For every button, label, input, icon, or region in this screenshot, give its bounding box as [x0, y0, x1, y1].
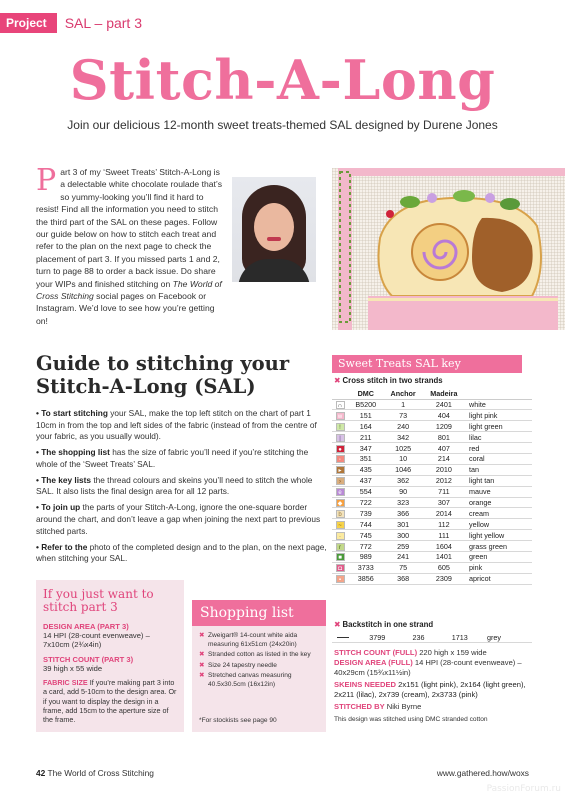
- key-row: [332, 486, 532, 497]
- skeins-label: SKEINS NEEDED: [334, 680, 397, 689]
- key-anchor: 75: [384, 562, 423, 573]
- stitched-by-label: STITCHED BY: [334, 702, 385, 711]
- key-colour-name: orange: [465, 497, 532, 508]
- key-dmc: 3799: [354, 632, 400, 643]
- key-madeira: 111: [423, 530, 465, 541]
- key-colour-name: pink: [465, 562, 532, 573]
- intro-body-end: social pages on Facebook or Instagram. We’d love to see how you’re getting on!: [36, 291, 215, 326]
- shopping-item: [199, 672, 323, 689]
- cross-stitch-heading-text: Cross stitch in two strands: [342, 376, 443, 385]
- intro-text: [36, 163, 226, 327]
- key-row: [332, 399, 532, 410]
- cross-stitch-key-table: [332, 388, 532, 585]
- key-symbol-swatch: b: [336, 510, 345, 518]
- key-colour-name: white: [465, 399, 532, 410]
- key-anchor: 10: [384, 453, 423, 464]
- key-colour-name: light green: [465, 421, 532, 432]
- key-madeira: 2012: [423, 475, 465, 486]
- shopping-item-text: Size 24 tapestry needle: [208, 661, 277, 669]
- cross-icon: ✖: [199, 672, 205, 680]
- key-dmc: 744: [348, 519, 384, 530]
- guide-item-lead: • To start stitching: [36, 408, 108, 418]
- key-symbol: [332, 486, 348, 497]
- key-heading: Sweet Treats SAL key: [332, 355, 522, 373]
- key-colour-name: light yellow: [465, 530, 532, 541]
- skeins-value: 2x151 (light pink), 2x164 (light green), 2x211 (lilac), 2x739 (cream), 2x3733 (pink): [334, 680, 526, 699]
- key-symbol: [332, 562, 348, 573]
- key-symbol-swatch: ▸: [336, 466, 345, 474]
- key-madeira: 2309: [423, 573, 465, 584]
- key-colour-name: light pink: [465, 410, 532, 421]
- design-area-full-value: 14 HPI (28-count evenweave) – 40x29cm (15¾x11½in): [334, 658, 522, 677]
- guide-item-text: your SAL, make the top left stitch on the chart of part 1 10cm in from the top and left sides of the fabric (instead of from the centre of your fabric, as you usually would).: [36, 408, 317, 442]
- page-footer: [36, 768, 154, 778]
- key-anchor: 90: [384, 486, 423, 497]
- key-col-dmc: DMC: [348, 388, 384, 399]
- key-symbol-swatch: e: [336, 488, 345, 496]
- key-colour-name: green: [465, 551, 532, 562]
- stitch-count-full: [334, 648, 534, 658]
- key-row: [332, 432, 532, 443]
- key-madeira: 307: [423, 497, 465, 508]
- footer-url[interactable]: www.gathered.how/woxs: [436, 768, 529, 778]
- guide-item-lead: • The key lists: [36, 474, 92, 485]
- key-madeira: 214: [423, 453, 465, 464]
- key-dmc: 722: [348, 497, 384, 508]
- key-colour-name: grass green: [465, 541, 532, 552]
- key-madeira: 1401: [423, 551, 465, 562]
- stitched-by: [334, 702, 534, 712]
- key-anchor: 362: [384, 475, 423, 486]
- key-dmc: 211: [348, 432, 384, 443]
- key-row: [332, 508, 532, 519]
- key-symbol: [332, 530, 348, 541]
- key-symbol-swatch: ·: [336, 532, 345, 540]
- key-dmc: 739: [348, 508, 384, 519]
- key-symbol-swatch: w: [336, 412, 345, 420]
- key-symbol: [332, 432, 348, 443]
- key-symbol-swatch: r: [336, 543, 345, 551]
- guide-item: [36, 475, 328, 498]
- key-colour-name: lilac: [465, 432, 532, 443]
- key-dmc: 3733: [348, 562, 384, 573]
- cross-icon: ✖: [334, 376, 341, 385]
- key-madeira: 1713: [437, 632, 483, 643]
- key-dmc: 989: [348, 551, 384, 562]
- backstitch-line-icon: [337, 637, 349, 638]
- key-anchor: 366: [384, 508, 423, 519]
- part3-stitch-count-label: STITCH COUNT (PART 3): [43, 654, 134, 664]
- part3-design-area-value: 14 HPI (28-count evenweave) – 7x10cm (2¾x4in): [43, 631, 150, 650]
- key-col-madeira: Madeira: [423, 388, 465, 399]
- magazine-name: The World of Cross Stitching: [47, 768, 154, 778]
- key-anchor: 1046: [384, 464, 423, 475]
- backstitch-heading-text: Backstitch in one strand: [342, 620, 434, 629]
- cross-icon: ✖: [199, 661, 205, 669]
- key-symbol: [332, 399, 348, 410]
- key-madeira: 112: [423, 519, 465, 530]
- key-symbol-swatch: ◆: [336, 499, 345, 507]
- guide-item-text: the thread colours and skeins you’ll need to stitch the whole SAL. It also lists the final design area for all 12 parts.: [36, 474, 313, 497]
- leaf-icon: [400, 196, 420, 208]
- guide-item-text: has the size of fabric you’ll need if you’re stitching the whole of the ‘Sweet Treats’ SAL.: [36, 447, 309, 469]
- guide-item-lead: • The shopping list: [36, 447, 110, 458]
- key-symbol-swatch: |: [336, 434, 345, 442]
- key-dmc: 435: [348, 464, 384, 475]
- flower-icon: [427, 193, 437, 203]
- guide-item-lead: • To join up: [36, 502, 81, 513]
- key-row: [332, 530, 532, 541]
- pink-border-top: [352, 168, 565, 176]
- shopping-item-text: Stranded cotton as listed in the key: [208, 651, 311, 659]
- skeins-needed: [334, 680, 534, 699]
- key-anchor: 236: [400, 632, 436, 643]
- key-symbol-swatch: ◦: [336, 455, 345, 463]
- key-col-anchor: Anchor: [384, 388, 423, 399]
- backstitch-heading: [334, 620, 433, 629]
- key-colour-name: cream: [465, 508, 532, 519]
- pink-plate: [368, 296, 558, 330]
- backstitch-body: [332, 632, 532, 643]
- page-subtitle: Join our delicious 12-month sweet treats-themed SAL designed by Durene Jones: [67, 118, 498, 132]
- key-row: [332, 421, 532, 432]
- plate-edge: [368, 298, 558, 301]
- key-row: [332, 475, 532, 486]
- cross-stitch-heading: [334, 376, 443, 385]
- designer-portrait: [232, 177, 316, 282]
- section-title: SAL – part 3: [64, 15, 142, 31]
- key-colour-name: mauve: [465, 486, 532, 497]
- key-symbol: [332, 508, 348, 519]
- key-dmc: 3856: [348, 573, 384, 584]
- key-symbol-swatch: ●: [336, 445, 345, 453]
- key-madeira: 605: [423, 562, 465, 573]
- shopping-list-heading: Shopping list: [192, 600, 326, 626]
- key-symbol-swatch: ›: [336, 477, 345, 485]
- key-row: [332, 541, 532, 552]
- backstitch-row: [332, 632, 532, 643]
- cross-icon: ✖: [199, 651, 205, 659]
- key-symbol: [332, 551, 348, 562]
- guide-item-text: the parts of your Stitch-A-Long, ignore the one-square border around the chart, and don’t leave a gap when joining the next part to previous stitched parts.: [36, 502, 321, 536]
- key-row: [332, 573, 532, 584]
- key-row: [332, 410, 532, 421]
- part3-heading: If you just want to stitch part 3: [43, 587, 154, 614]
- key-madeira: 2014: [423, 508, 465, 519]
- key-row: [332, 519, 532, 530]
- key-dmc: 351: [348, 453, 384, 464]
- stitched-roulade-photo: [332, 168, 565, 330]
- guide-item-text: photo of the completed design and to the plan, on the next page, when stitching your SAL.: [36, 541, 327, 564]
- stitched-by-value: Niki Byrne: [384, 702, 422, 711]
- part3-stitch-count-value: 39 high x 55 wide: [43, 663, 103, 673]
- key-symbol: [332, 464, 348, 475]
- key-anchor: 1025: [384, 443, 423, 454]
- leaf-icon: [500, 198, 520, 210]
- guide-item: [36, 447, 328, 470]
- key-colour-name: red: [465, 443, 532, 454]
- key-madeira: 1209: [423, 421, 465, 432]
- key-body: [332, 399, 532, 584]
- part3-fabric-label: FABRIC SIZE: [43, 678, 88, 688]
- shopping-item: [199, 632, 323, 649]
- portrait-face: [254, 203, 294, 251]
- key-symbol: [332, 475, 348, 486]
- key-colour-name: tan: [465, 464, 532, 475]
- cross-icon: ✖: [334, 620, 341, 629]
- intro-magazine-name: The World of Cross Stitching: [36, 278, 222, 302]
- key-dmc: 151: [348, 410, 384, 421]
- key-symbol-header: [332, 388, 348, 399]
- part3-fabric-value: If you’re making part 3 into a card, add 5-10cm to the design area. Or if you want to display the design in a frame, add 15cm to the aperture size of the frame.: [43, 678, 177, 725]
- part3-design-area-label: DESIGN AREA (PART 3): [43, 622, 129, 631]
- key-symbol: [332, 410, 348, 421]
- flower-icon: [485, 193, 495, 203]
- key-anchor: 300: [384, 530, 423, 541]
- part3-fabric-size: [43, 678, 177, 724]
- key-anchor: 323: [384, 497, 423, 508]
- design-area-full: [334, 658, 534, 677]
- shopping-item-text: Stretched canvas measuring 40.5x30.5cm (16x12in): [208, 672, 292, 688]
- shopping-item-text: Zweigart® 14-count white aida measuring 61x51cm (24x20in): [208, 632, 298, 648]
- key-symbol: [332, 497, 348, 508]
- key-anchor: 240: [384, 421, 423, 432]
- key-anchor: 301: [384, 519, 423, 530]
- key-madeira: 407: [423, 443, 465, 454]
- drop-cap: P: [36, 163, 57, 198]
- guide-list: [36, 408, 328, 569]
- page-number: 42: [36, 768, 46, 778]
- key-symbol-swatch: ◘: [336, 564, 345, 572]
- backstitch-line: [332, 632, 354, 643]
- shopping-list-box: [192, 600, 326, 732]
- key-anchor: 259: [384, 541, 423, 552]
- guide-item: [36, 542, 328, 565]
- key-dmc: B5200: [348, 399, 384, 410]
- section-header: [0, 13, 142, 33]
- key-row: [332, 443, 532, 454]
- key-anchor: 368: [384, 573, 423, 584]
- shopping-footnote: *For stockists see page 90: [199, 717, 277, 724]
- key-symbol-swatch: ■: [336, 553, 345, 561]
- key-row: [332, 562, 532, 573]
- section-tag: Project: [0, 13, 57, 33]
- guide-item: [36, 502, 328, 537]
- key-madeira: 1604: [423, 541, 465, 552]
- key-colour-name: apricot: [465, 573, 532, 584]
- guide-heading: Guide to stitching your Stitch-A-Long (SAL): [36, 352, 290, 398]
- stitch-count-full-label: STITCH COUNT (FULL): [334, 648, 418, 657]
- key-row: [332, 551, 532, 562]
- key-dmc: 554: [348, 486, 384, 497]
- shopping-item: [199, 651, 323, 660]
- key-colour-name: coral: [465, 453, 532, 464]
- berry-icon: [386, 210, 394, 218]
- key-symbol: [332, 453, 348, 464]
- watermark: PassionForum.ru: [486, 784, 561, 794]
- key-dmc: 164: [348, 421, 384, 432]
- key-symbol-swatch: ∩: [336, 401, 345, 409]
- roulade-illustration: [332, 168, 565, 330]
- key-symbol-swatch: ~: [336, 521, 345, 529]
- thread-note: This design was stitched using DMC stranded cotton: [334, 716, 488, 723]
- part3-box: [36, 580, 184, 732]
- leaf-icon: [453, 190, 475, 202]
- guide-item: [36, 408, 328, 443]
- key-symbol: [332, 541, 348, 552]
- key-row: [332, 464, 532, 475]
- key-row: [332, 453, 532, 464]
- key-symbol-swatch: ▪: [336, 575, 345, 583]
- key-anchor: 342: [384, 432, 423, 443]
- key-dmc: 745: [348, 530, 384, 541]
- key-madeira: 711: [423, 486, 465, 497]
- key-row: [332, 497, 532, 508]
- page-title: Stitch-A-Long: [69, 48, 496, 112]
- key-header-row: [332, 388, 532, 399]
- key-madeira: 2010: [423, 464, 465, 475]
- key-dmc: 772: [348, 541, 384, 552]
- key-madeira: 2401: [423, 399, 465, 410]
- key-anchor: 73: [384, 410, 423, 421]
- key-symbol-swatch: !: [336, 423, 345, 431]
- key-colour-name: grey: [483, 632, 532, 643]
- key-dmc: 347: [348, 443, 384, 454]
- shopping-list: [199, 632, 323, 692]
- key-anchor: 1: [384, 399, 423, 410]
- roulade-swirl-base: [412, 224, 468, 280]
- shopping-item: [199, 662, 323, 671]
- portrait-lips: [267, 237, 281, 241]
- key-madeira: 801: [423, 432, 465, 443]
- guide-item-lead: • Refer to the: [36, 541, 88, 552]
- key-symbol: [332, 519, 348, 530]
- key-col-name: [465, 388, 532, 399]
- key-symbol: [332, 443, 348, 454]
- key-symbol: [332, 573, 348, 584]
- key-anchor: 241: [384, 551, 423, 562]
- stitch-count-full-value: 220 high x 159 wide: [417, 648, 487, 657]
- key-colour-name: yellow: [465, 519, 532, 530]
- intro-body: art 3 of my ‘Sweet Treats’ Stitch-A-Long is a delectable white chocolate roulade that’s so yummy-looking you’ll find it hard to resist! Find all the information you need to stitch the third part of the SAL on these pages. Follow our guide below on how to stitch each treat and refer to the plan on the next page to check the placement of part 3. If you missed parts 1 and 2, turn to page 88 to order a back issue. Do share your WIPs and finished stitching on: [36, 167, 222, 289]
- cross-icon: ✖: [199, 632, 205, 639]
- key-colour-name: light tan: [465, 475, 532, 486]
- key-symbol: [332, 421, 348, 432]
- backstitch-key-table: [332, 632, 532, 643]
- key-dmc: 437: [348, 475, 384, 486]
- key-madeira: 404: [423, 410, 465, 421]
- design-area-full-label: DESIGN AREA (FULL): [334, 658, 413, 667]
